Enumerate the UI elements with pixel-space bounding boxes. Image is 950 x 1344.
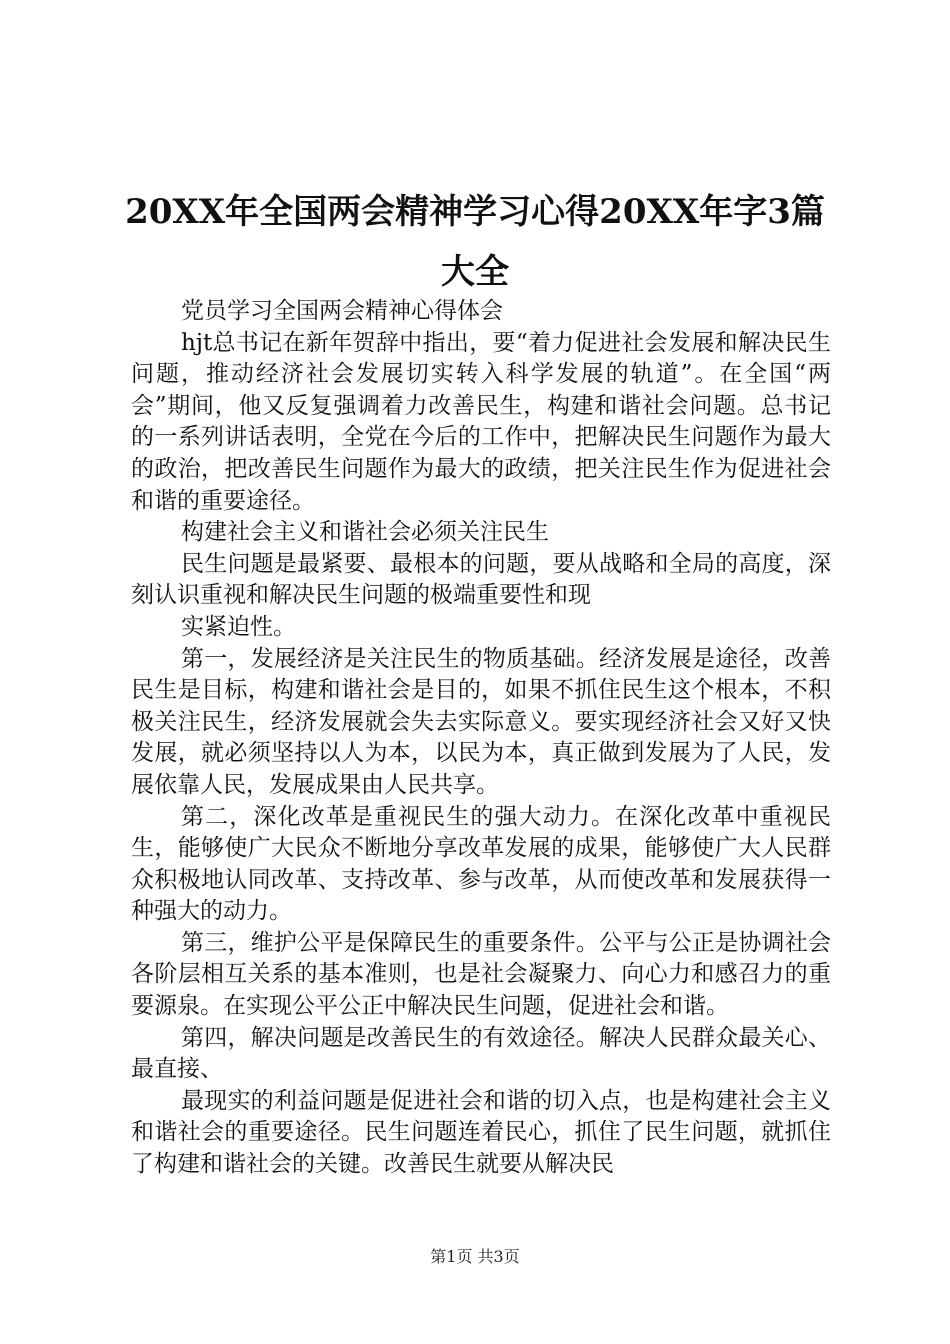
body-paragraph: 第三，维护公平是保障民生的重要条件。公平与公正是协调社会各阶层相互关系的基本准则，也是社会凝聚力、向心力和感召力的重要源泉。在实现公平公正中解决民生问题，促进社会和谐。 — [131, 929, 831, 1020]
body-paragraph: 民生问题是最紧要、最根本的问题，要从战略和全局的高度，深刻认识重视和解决民生问题的极端重要性和现 — [131, 550, 831, 609]
body-paragraph: hjt总书记在新年贺辞中指出，要“着力促进社会发展和解决民生问题，推动经济社会发展切实转入科学发展的轨道”。在全国“两会”期间，他又反复强调着力改善民生，构建和谐社会问题。总书记的一系列讲话表明，全党在今后的工作中，把解决民生问题作为最大的政治，把改善民生问题作为最大的政绩，把关注民生作为促进社会和谐的重要途径。 — [131, 329, 831, 514]
document-body — [131, 296, 831, 1181]
section-heading: 构建社会主义和谐社会必须关注民生 — [181, 519, 549, 546]
body-paragraph: 第四，解决问题是改善民生的有效途径。解决人民群众最关心、最直接、 — [131, 1024, 831, 1083]
document-title: 20XX年全国两会精神学习心得20XX年字3篇大全 — [125, 192, 825, 292]
body-paragraph: 第一，发展经济是关注民生的物质基础。经济发展是途径，改善民生是目标，构建和谐社会是目的，如果不抓住民生这个根本，不积极关注民生，经济发展就会失去实际意义。要实现经济社会又好又快发展，就必须坚持以人为本，以民为本，真正做到发展为了人民，发展依靠人民，发展成果由人民共享。 — [131, 645, 831, 798]
body-paragraph: 实紧迫性。 — [181, 613, 296, 640]
page-number-footer: 第1页 共3页 — [430, 1247, 520, 1266]
body-paragraph: 最现实的利益问题是促进社会和谐的切入点，也是构建社会主义和谐社会的重要途径。民生问题连着民心，抓住了民生问题，就抓住了构建和谐社会的关键。改善民生就要从解决民 — [131, 1087, 831, 1178]
section-heading: 党员学习全国两会精神心得体会 — [181, 298, 503, 324]
body-paragraph: 第二，深化改革是重视民生的强大动力。在深化改革中重视民生，能够使广大民众不断地分享改革发展的成果，能够使广大人民群众积极地认同改革、支持改革、参与改革，从而使改革和发展获得一种强大的动力。 — [131, 803, 831, 925]
